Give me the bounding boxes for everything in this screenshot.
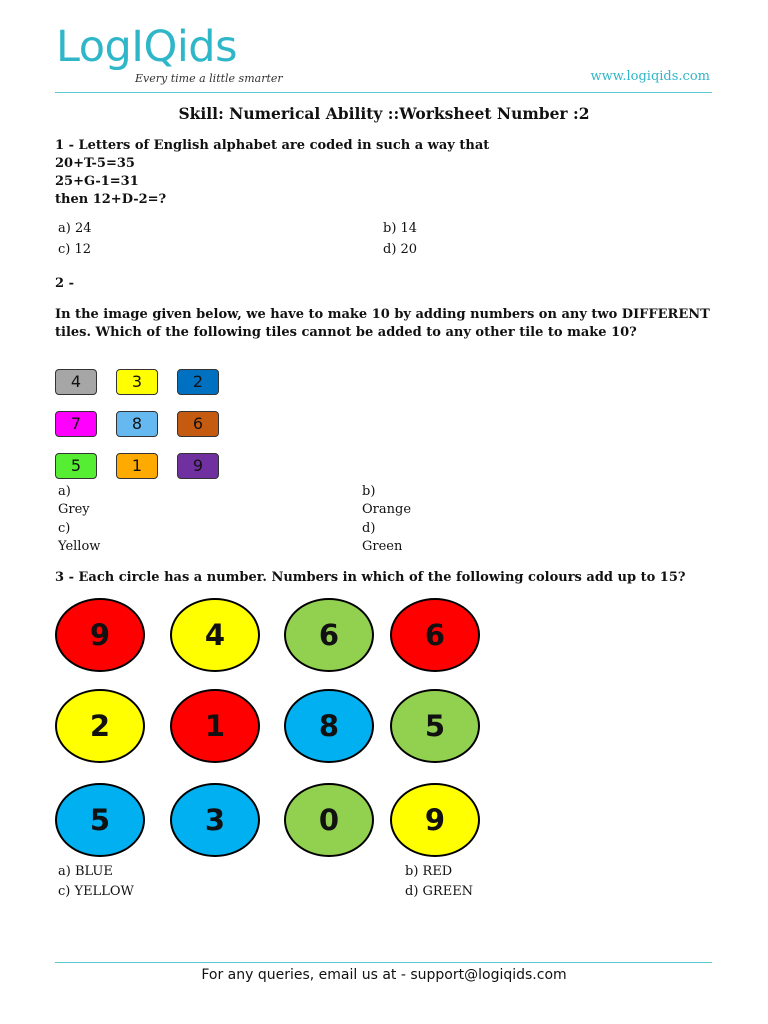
option-text: Orange [362, 502, 412, 517]
circle-number: 8 [318, 709, 340, 743]
q2-text: In the image given below, we have to make 10 by adding numbers on any two DIFFERENT tiles. Which of the following tiles cannot be added to any other tile to make 10? [55, 307, 710, 340]
tile-number: 8 [131, 414, 143, 433]
q3-option-d[interactable]: d) GREEN [405, 884, 474, 899]
tile-number: 4 [70, 372, 82, 391]
circle-number: 3 [204, 803, 226, 837]
q1-option-a[interactable]: a) 24 [58, 221, 92, 236]
tile [55, 453, 97, 479]
q1-line: 20+T-5=35 [55, 156, 135, 171]
circle-number: 1 [204, 709, 226, 743]
q1-option-c[interactable]: c) 12 [58, 242, 92, 257]
tile [177, 369, 219, 395]
tile-number: 6 [192, 414, 204, 433]
q2-option-c[interactable] [58, 520, 100, 556]
q1-option-b[interactable]: b) 14 [383, 221, 418, 236]
number-circle [390, 598, 480, 672]
tile-number: 2 [192, 372, 204, 391]
website-link[interactable]: www.logiqids.com [590, 69, 710, 84]
number-circle [55, 598, 145, 672]
tile [177, 453, 219, 479]
circle-number: 2 [89, 709, 111, 743]
circle-number: 4 [204, 618, 226, 652]
tile [116, 411, 158, 437]
q3-option-c[interactable]: c) YELLOW [58, 884, 134, 899]
circle-number: 9 [89, 618, 111, 652]
tile [55, 369, 97, 395]
tile-number: 9 [192, 456, 204, 475]
number-circle [55, 783, 145, 857]
option-letter: b) [362, 484, 376, 499]
number-circle [170, 689, 260, 763]
circle-number: 5 [89, 803, 111, 837]
tile-number: 1 [131, 456, 143, 475]
tile [116, 453, 158, 479]
option-text: Yellow [58, 539, 101, 554]
circle-number: 6 [424, 618, 446, 652]
number-circle [390, 689, 480, 763]
number-circle [284, 689, 374, 763]
option-text: Grey [58, 502, 90, 517]
tile-number: 7 [70, 414, 82, 433]
q3-text: 3 - Each circle has a number. Numbers in which of the following colours add up to 15? [55, 570, 686, 585]
number-circle [170, 783, 260, 857]
q3-option-a[interactable]: a) BLUE [58, 864, 113, 879]
tagline: Every time a little smarter [135, 72, 283, 85]
option-letter: a) [58, 484, 71, 499]
footer-contact: For any queries, email us at - support@logiqids.com [201, 967, 567, 983]
footer-divider [55, 962, 712, 963]
number-circle [55, 689, 145, 763]
q2-number: 2 - [55, 276, 74, 291]
number-circle [390, 783, 480, 857]
q1-line: 25+G-1=31 [55, 174, 139, 189]
option-letter: d) [362, 521, 376, 536]
header-divider [55, 92, 712, 93]
logo: LogIQids [56, 22, 237, 72]
option-letter: c) [58, 521, 71, 536]
q3-option-b[interactable]: b) RED [405, 864, 453, 879]
number-circle [284, 598, 374, 672]
q2-option-b[interactable] [362, 483, 411, 519]
page-title: Skill: Numerical Ability ::Worksheet Number :2 [178, 104, 590, 123]
q1-option-d[interactable]: d) 20 [383, 242, 418, 257]
tile-number: 3 [131, 372, 143, 391]
q2-option-d[interactable] [362, 520, 402, 556]
q1-line: then 12+D-2=? [55, 192, 167, 207]
circle-number: 6 [318, 618, 340, 652]
tile-number: 5 [70, 456, 82, 475]
tile [116, 369, 158, 395]
number-circle [170, 598, 260, 672]
number-circle [284, 783, 374, 857]
circle-number: 9 [424, 803, 446, 837]
q1-line: 1 - Letters of English alphabet are coded in such a way that [55, 138, 490, 153]
q2-option-a[interactable] [58, 483, 90, 519]
tile [55, 411, 97, 437]
circle-number: 5 [424, 709, 446, 743]
option-text: Green [362, 539, 403, 554]
tile [177, 411, 219, 437]
circle-number: 0 [318, 803, 340, 837]
